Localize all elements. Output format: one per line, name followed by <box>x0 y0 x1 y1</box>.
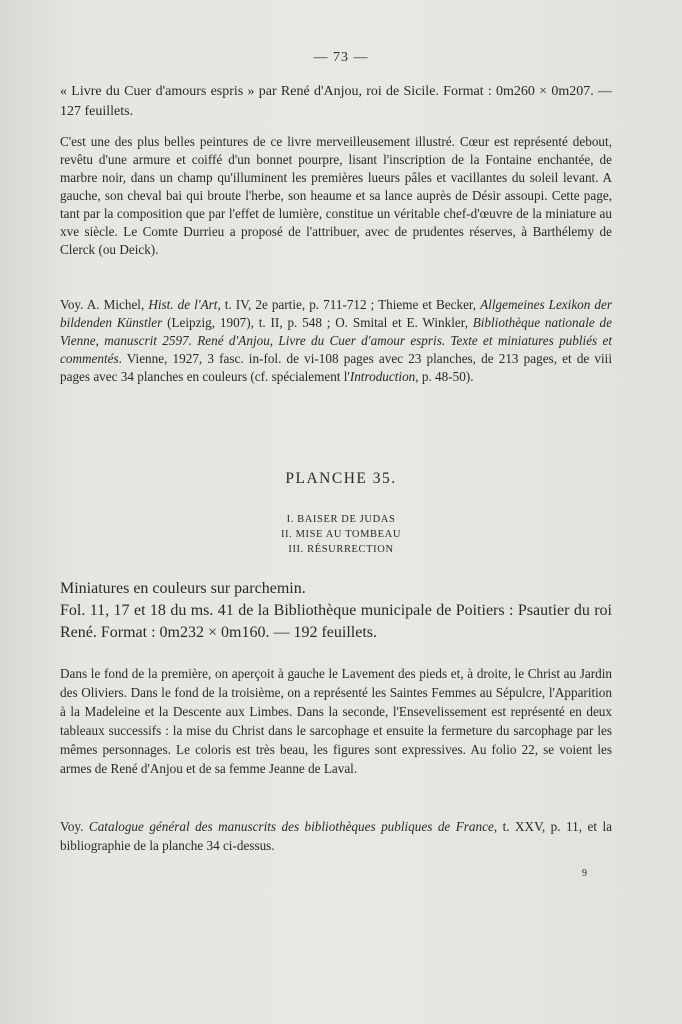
bib-text: , t. XXV, p. 11, et la bibliographie de la planche 34 ci-dessus. <box>60 819 612 853</box>
description-paragraph: C'est une des plus belles peintures de ce livre merveilleusement illustré. Cœur est représenté debout, revêtu d'une armure et coiffé d'un bonnet pourpre, lisant l'inscription de la Fontaine enchantée, de marbre noir, dans un champ qu'illuminent les premières lueurs pâles et vacillantes du soleil levant. A gauche, son cheval bai qui broute l'herbe, son heaume et sa lance auprès de Désir assoupi. Cette page, tant par la composition que par l'effet de lumière, constitue un véritable chef-d'œuvre de la miniature au xve siècle. Le Comte Durrieu a proposé de l'attribuer, avec de prudentes réserves, à Barthélemy de Clerck (ou Deick). <box>60 134 612 257</box>
plate-source: Fol. 11, 17 et 18 du ms. 41 de la Bibliothèque municipale de Poitiers : Psautier du roi René. Format : 0m232 × 0m160. — 192 feuillets. <box>60 602 612 641</box>
bibliography-paragraph <box>60 296 612 386</box>
plate-35-header-text <box>60 578 612 644</box>
plate-heading: PLANCHE 35. <box>285 470 397 487</box>
bib-title: Allgemeines Lexikon der bildenden Künstler <box>60 297 612 330</box>
signature-mark: 9 <box>582 868 587 879</box>
plate-subject-item: I. BAISER DE JUDAS <box>286 514 396 525</box>
plate-subjects <box>0 512 682 557</box>
page-number: — 73 — <box>313 50 369 65</box>
bibliography-plate-34 <box>60 296 612 386</box>
bib-title: Hist. de l'Art <box>148 297 218 312</box>
bib-text: . Vienne, 1927, 3 fasc. in-fol. de vi-108 pages avec 23 planches, de 213 pages, et de viii pages avec 34 planches en couleurs (cf. spécialement l' <box>60 351 612 384</box>
bib-text: Voy. A. Michel, <box>60 297 149 312</box>
description-paragraph: Dans le fond de la première, on aperçoit à gauche le Lavement des pieds et, à droite, le Christ au Jardin des Oliviers. Dans le fond de la troisième, on a représenté les Saintes Femmes au Sépulcre, l'Apparition à la Madeleine et la Descente aux Limbes. Dans la seconde, l'Ensevelissement est représenté en deux tableaux successifs : la mise du Christ dans le sarcophage et ensuite la fermeture du sarcophage par les mêmes personnages. Le coloris est très beau, les figures sont expressives. Au folio 22, se voient les armes de René d'Anjou et de sa femme Jeanne de Laval. <box>60 666 612 776</box>
manuscript-title: « Livre du Cuer d'amours espris » par René d'Anjou, roi de Sicile. Format : 0m260 × 0m207. — 127 feuillets. <box>60 84 612 119</box>
bib-title: Bibliothèque nationale de Vienne, manuscrit 2597. René d'Anjou, Livre du Cuer d'amour espris. Texte et miniatures publiés et commentés <box>60 315 612 366</box>
bib-text: , t. IV, 2e partie, p. 711-712 ; Thieme et Becker, <box>217 297 481 312</box>
plate-subject-item: II. MISE AU TOMBEAU <box>280 529 402 540</box>
plate-subject-item: III. RÉSURRECTION <box>288 544 394 555</box>
bib-text: Voy. <box>60 819 89 834</box>
bibliography-paragraph <box>60 817 612 855</box>
plate-medium: Miniatures en couleurs sur parchemin. <box>60 580 306 597</box>
bib-title: Introduction <box>349 369 416 384</box>
bib-text: , p. 48-50). <box>415 369 474 384</box>
description-plate-35 <box>60 664 612 778</box>
bib-title: Catalogue général des manuscrits des bibliothèques publiques de France <box>88 819 494 834</box>
bib-text: (Leipzig, 1907), t. II, p. 548 ; O. Smital et E. Winkler, <box>162 315 473 330</box>
bibliography-plate-35 <box>60 817 612 855</box>
description-plate-34 <box>60 133 612 259</box>
manuscript-title-block <box>60 82 612 122</box>
